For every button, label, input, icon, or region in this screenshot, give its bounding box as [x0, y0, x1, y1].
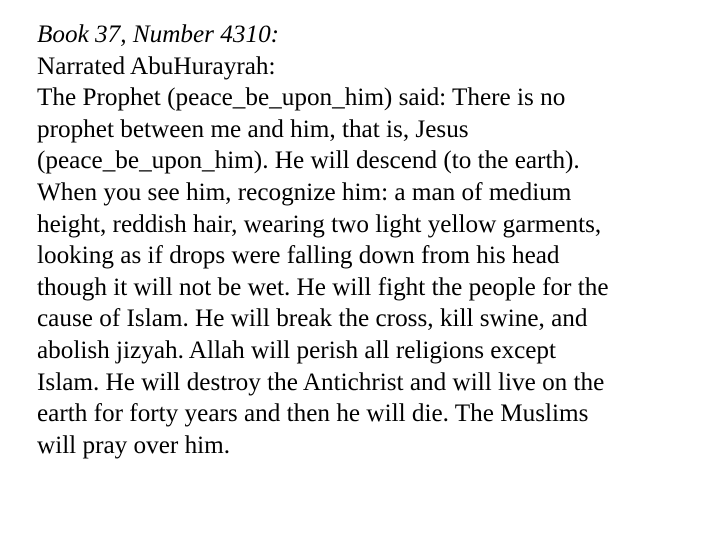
narrator-line: Narrated AbuHurayrah:: [37, 52, 276, 80]
book-reference: Book 37, Number 4310:: [37, 21, 280, 48]
body-line: prophet between me and him, that is, Jesus: [37, 115, 469, 143]
body-line: (peace_be_upon_him). He will descend (to the earth).: [37, 147, 580, 175]
body-line: will pray over him.: [37, 431, 231, 459]
body-line: height, reddish hair, wearing two light yellow garments,: [37, 210, 602, 238]
hadith-text-block: [37, 19, 707, 461]
body-line: abolish jizyah. Allah will perish all religions except: [37, 336, 557, 364]
body-line: cause of Islam. He will break the cross, kill swine, and: [37, 305, 588, 333]
body-line: Islam. He will destroy the Antichrist and will live on the: [37, 368, 605, 396]
body-line: earth for forty years and then he will die. The Muslims: [37, 400, 589, 428]
body-line: The Prophet (peace_be_upon_him) said: There is no: [37, 84, 566, 112]
body-line: When you see him, recognize him: a man of medium: [37, 178, 572, 206]
body-line: looking as if drops were falling down from his head: [37, 242, 560, 270]
body-line: though it will not be wet. He will fight the people for the: [37, 273, 609, 301]
